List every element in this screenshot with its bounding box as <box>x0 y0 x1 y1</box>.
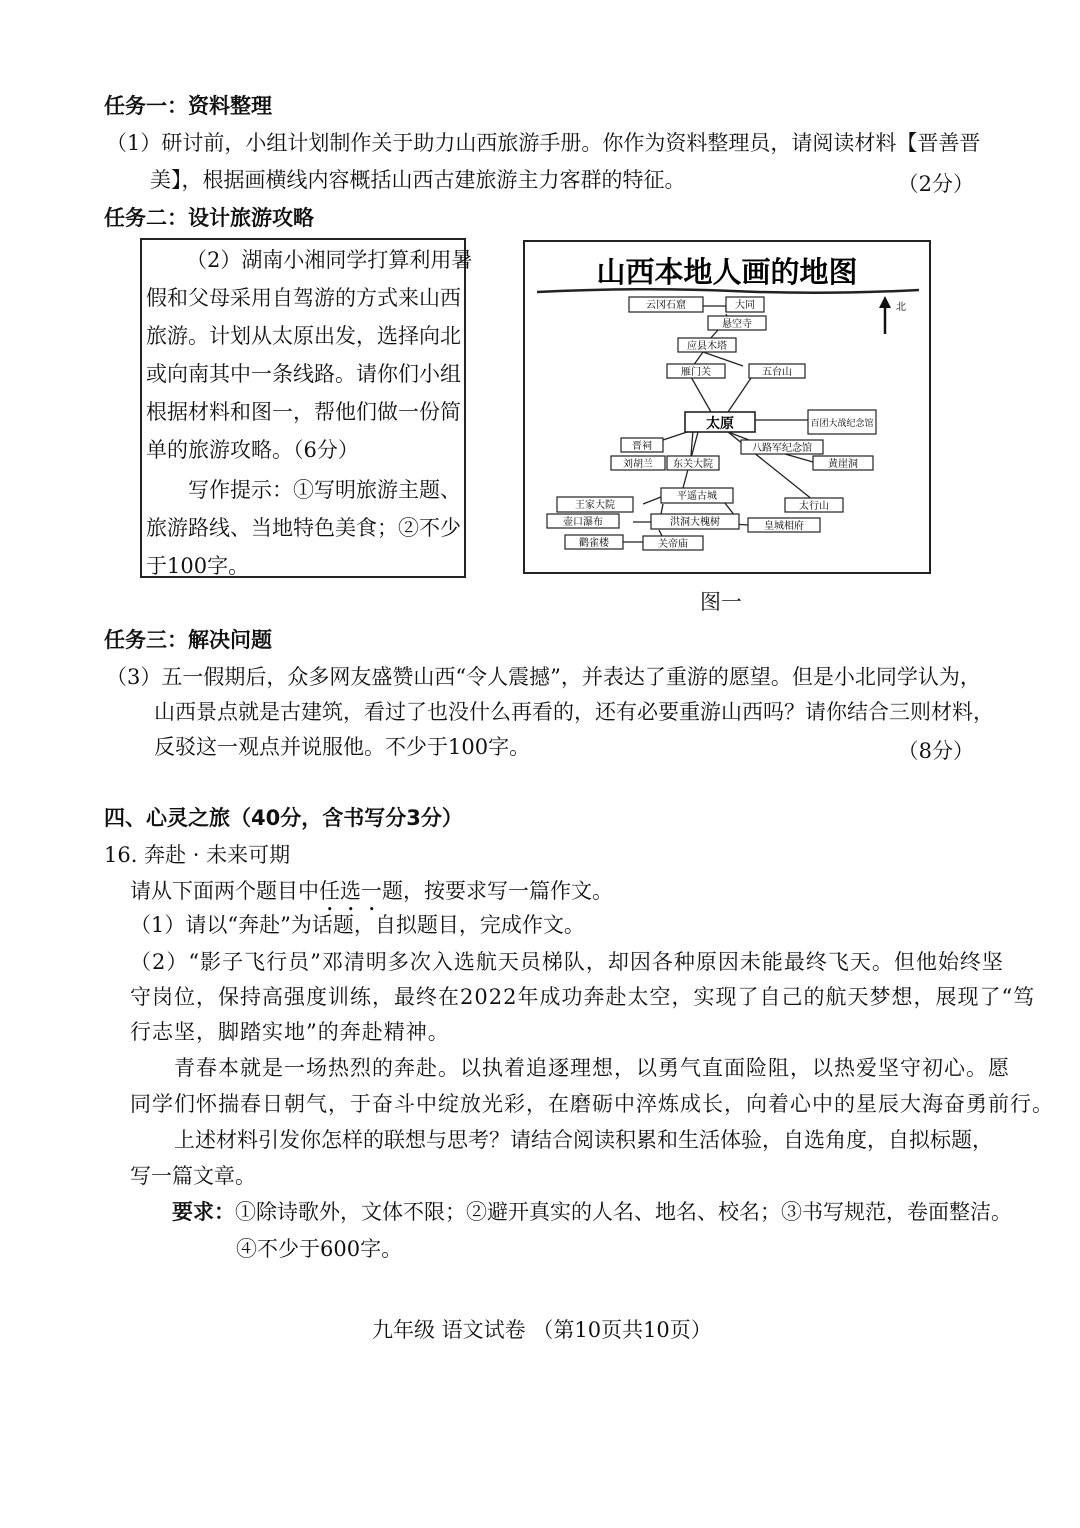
task3-question-line1: （3）五一假期后，众多网友盛赞山西“令人震撼”，并表达了重游的愿望。但是小北同学认为， <box>106 665 981 689</box>
essay-requirements-line2: ④不少于600字。 <box>236 1237 403 1261</box>
essay-option2-line3: 行志坚，脚踏实地”的奔赴精神。 <box>130 1020 450 1044</box>
essay-paragraph2-line2: 同学们怀揣春日朝气，于奋斗中绽放光彩，在磨砺中淬炼成长，向着心中的星辰大海奋勇前行。 <box>130 1092 1054 1116</box>
essay-option2-line2: 守岗位，保持高强度训练，最终在2022年成功奔赴太空，实现了自己的航天梦想，展现了“笃 <box>130 985 1036 1009</box>
svg-text:平遥古城: 平遥古城 <box>677 491 717 502</box>
box-line: 根据材料和图一，帮他们做一份简 <box>146 400 461 424</box>
page-footer: 九年级 语文试卷 （第10页共10页） <box>372 1318 712 1342</box>
task3-question-line3: 反驳这一观点并说服他。不少于100字。 <box>154 735 531 759</box>
svg-text:大同: 大同 <box>735 300 755 311</box>
svg-text:八路军纪念馆: 八路军纪念馆 <box>752 443 812 454</box>
task2-question-box <box>140 238 473 578</box>
essay-requirements: 要求：①除诗歌外，文体不限；②避开真实的人名、地名、校名；③书写规范，卷面整洁。 <box>172 1200 1012 1224</box>
essay-paragraph3-line1: 上述材料引发你怎样的联想与思考？请结合阅读积累和生活体验，自选角度，自拟标题， <box>174 1128 993 1152</box>
svg-text:壶口瀑布: 壶口瀑布 <box>563 517 603 528</box>
task1-question-line2: 美】，根据画横线内容概括山西古建旅游主力客群的特征。 <box>150 168 686 192</box>
task3-score: （8分） <box>897 739 974 763</box>
task1-question-line1: （1）研讨前，小组计划制作关于助力山西旅游手册。你作为资料整理员，请阅读材料【晋善晋 <box>106 131 981 155</box>
svg-text:云冈石窟: 云冈石窟 <box>646 300 686 311</box>
section4-heading: 四、心灵之旅（40分，含书写分3分） <box>104 806 463 830</box>
svg-text:刘胡兰: 刘胡兰 <box>623 459 653 470</box>
svg-text:东关大院: 东关大院 <box>673 459 713 470</box>
essay-option2-line1: （2）“影子飞行员”邓清明多次入选航天员梯队，却因各种原因未能最终飞天。但他始终坚 <box>130 950 1004 974</box>
essay-option1: （1）请以“奔赴”为话题，自拟题目，完成作文。 <box>130 913 585 937</box>
box-line: 于100字。 <box>146 554 250 578</box>
task2-heading: 任务二：设计旅游攻略 <box>104 206 314 230</box>
box-line: 旅游路线、当地特色美食；②不少 <box>146 516 461 540</box>
map-title: 山西本地人画的地图 <box>596 255 858 289</box>
map-caption: 图一 <box>700 590 742 614</box>
svg-text:应县木塔: 应县木塔 <box>687 341 727 352</box>
svg-text:百团大战纪念馆: 百团大战纪念馆 <box>810 419 874 429</box>
svg-text:晋祠: 晋祠 <box>632 441 652 452</box>
svg-text:太行山: 太行山 <box>799 501 829 512</box>
box-line: 旅游。计划从太原出发，选择向北 <box>146 324 461 348</box>
box-line: 写作提示：①写明旅游主题、 <box>188 478 461 502</box>
box-line: 或向南其中一条线路。请你们小组 <box>146 362 461 386</box>
essay-paragraph2-line1: 青春本就是一场热烈的奔赴。以执着追逐理想，以勇气直面险阻，以热爱坚守初心。愿 <box>174 1056 1010 1080</box>
task3-question-line2: 山西景点就是古建筑，看过了也没什么再看的，还有必要重游山西吗？请你结合三则材料， <box>154 700 994 724</box>
box-line: 假和父母采用自驾游的方式来山西 <box>146 286 461 310</box>
svg-text:雁门关: 雁门关 <box>681 367 711 378</box>
requirements-label: 要求： <box>172 1200 235 1224</box>
svg-text:悬空寺: 悬空寺 <box>722 319 752 330</box>
svg-text:王家大院: 王家大院 <box>575 500 615 511</box>
svg-text:关帝庙: 关帝庙 <box>658 539 688 550</box>
box-line: （2）湖南小湘同学打算利用暑 <box>186 248 473 272</box>
svg-text:皇城相府: 皇城相府 <box>764 521 804 532</box>
svg-text:太原: 太原 <box>706 416 734 432</box>
svg-text:洪洞大槐树: 洪洞大槐树 <box>670 517 720 528</box>
north-label: 北 <box>896 302 906 313</box>
svg-text:黄崖洞: 黄崖洞 <box>828 459 858 470</box>
svg-text:鹳雀楼: 鹳雀楼 <box>579 538 609 549</box>
shanxi-map-figure <box>523 240 931 574</box>
box-line: 单的旅游攻略。（6分） <box>146 438 359 462</box>
question16-title: 16. 奔赴 · 未来可期 <box>104 843 291 867</box>
essay-instruction: 请从下面两个题目中任选一题，按要求写一篇作文。 <box>130 879 613 903</box>
essay-paragraph3-line2: 写一篇文章。 <box>130 1164 256 1188</box>
task1-heading: 任务一：资料整理 <box>104 94 272 118</box>
task1-score: （2分） <box>897 172 974 196</box>
task3-heading: 任务三：解决问题 <box>104 628 272 652</box>
svg-text:五台山: 五台山 <box>762 367 792 378</box>
emphasis-text: 任选一 <box>319 879 382 903</box>
